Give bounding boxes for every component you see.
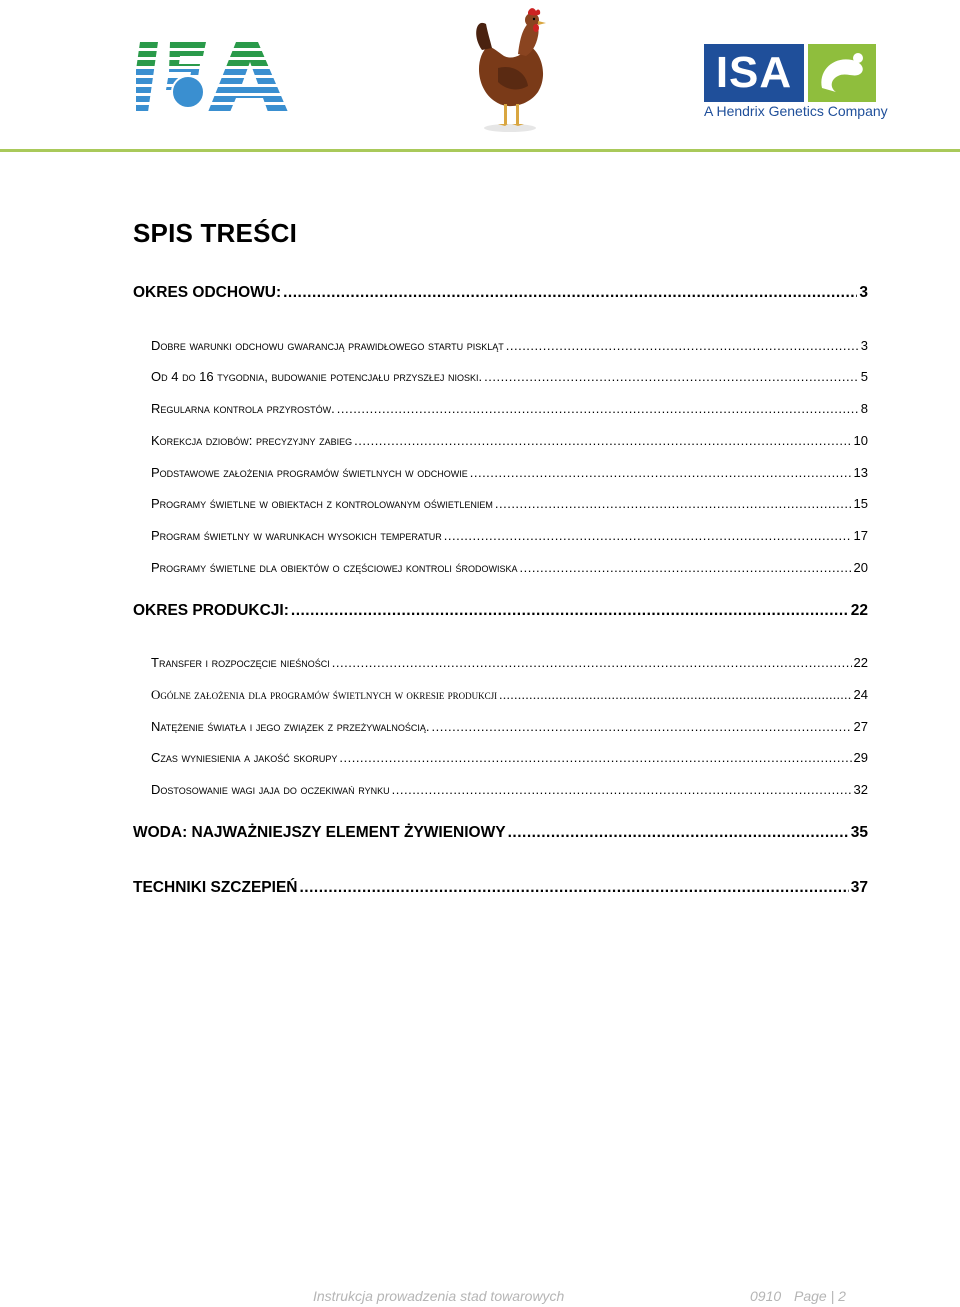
toc-leader bbox=[506, 338, 859, 353]
toc-entry[interactable] bbox=[151, 655, 868, 677]
toc-entry[interactable] bbox=[133, 879, 868, 901]
toc-entry-page: 27 bbox=[853, 719, 868, 734]
toc-entry-page: 35 bbox=[850, 824, 868, 841]
toc-entry-label: Regularna kontrola przyrostów. bbox=[151, 401, 335, 416]
toc-entry-label: Programy świetlne dla obiektów o częściowej kontroli środowiska bbox=[151, 560, 518, 575]
toc-entry-page: 8 bbox=[860, 401, 868, 416]
header-divider bbox=[0, 149, 960, 152]
toc-entry[interactable] bbox=[151, 369, 868, 391]
toc-leader bbox=[520, 560, 852, 575]
toc-entry-page: 10 bbox=[853, 433, 868, 448]
toc-entry-label: Czas wyniesienia a jakość skorupy bbox=[151, 750, 338, 765]
footer-code: 0910 bbox=[750, 1288, 782, 1304]
isa-striped-logo bbox=[136, 40, 304, 114]
page-header bbox=[0, 0, 960, 152]
page-title: SPIS TREŚCI bbox=[133, 218, 298, 248]
toc-entry[interactable] bbox=[151, 401, 868, 423]
toc-entry[interactable] bbox=[133, 824, 868, 846]
toc-entry-label: Od 4 do 16 tygodnia, budowanie potencjału przyszłej nioski. bbox=[151, 369, 483, 384]
toc-leader bbox=[508, 824, 849, 842]
toc-entry[interactable] bbox=[151, 719, 868, 741]
toc-entry-label: Transfer i rozpoczęcie nieśności bbox=[151, 655, 330, 670]
toc-entry-page: 37 bbox=[850, 879, 868, 896]
toc-leader bbox=[354, 433, 851, 448]
toc-entry-label: WODA: NAJWAŻNIEJSZY ELEMENT ŻYWIENIOWY bbox=[133, 824, 506, 841]
toc-entry[interactable] bbox=[151, 433, 868, 455]
toc-entry-label: Dobre warunki odchowu gwarancją prawidłowego startu piskląt bbox=[151, 338, 504, 353]
toc-entry[interactable] bbox=[151, 496, 868, 518]
hen-illustration bbox=[468, 6, 552, 134]
swirl-icon bbox=[808, 44, 876, 102]
toc-leader bbox=[332, 655, 852, 670]
toc-entry-page: 3 bbox=[859, 284, 868, 301]
toc-leader bbox=[432, 719, 852, 734]
toc-entry[interactable] bbox=[151, 750, 868, 772]
toc-entry-page: 5 bbox=[860, 369, 868, 384]
toc-entry-page: 22 bbox=[853, 655, 868, 670]
toc-entry-label: Programy świetlne w obiektach z kontrolowanym oświetleniem bbox=[151, 496, 493, 511]
toc-entry-page: 15 bbox=[853, 496, 868, 511]
toc-leader bbox=[444, 528, 852, 543]
toc-entry-page: 13 bbox=[853, 465, 868, 480]
toc-entry-label: Natężenie światła i jego związek z przeżywalnością. bbox=[151, 719, 430, 734]
toc-leader bbox=[392, 782, 852, 797]
toc-leader bbox=[495, 496, 852, 511]
toc-entry-label: OKRES ODCHOWU: bbox=[133, 284, 282, 301]
footer-doc-title: Instrukcja prowadzenia stad towarowych bbox=[313, 1288, 565, 1304]
toc-entry[interactable] bbox=[151, 687, 868, 709]
toc-entry-page: 32 bbox=[853, 782, 868, 797]
toc-entry-label: Dostosowanie wagi jaja do oczekiwań rynku bbox=[151, 782, 390, 797]
footer-page-number: Page | 2 bbox=[794, 1288, 846, 1304]
toc-entry-page: 3 bbox=[860, 338, 868, 353]
toc-entry-page: 17 bbox=[853, 528, 868, 543]
toc-entry-page: 20 bbox=[853, 560, 868, 575]
toc-leader bbox=[499, 687, 851, 703]
toc-entry-label: Program świetlny w warunkach wysokich temperatur bbox=[151, 528, 442, 543]
isa-hendrix-logo bbox=[704, 44, 888, 122]
toc-entry[interactable] bbox=[133, 284, 868, 306]
toc-entry[interactable] bbox=[151, 338, 868, 360]
toc-entry-label: Korekcja dziobów: precyzyjny zabieg bbox=[151, 433, 353, 448]
toc-leader bbox=[484, 369, 859, 384]
toc-entry-label: Podstawowe założenia programów świetlnych w odchowie bbox=[151, 465, 468, 480]
toc-leader bbox=[339, 750, 851, 765]
toc-entry-label: OKRES PRODUKCJI: bbox=[133, 602, 289, 619]
company-tagline: A Hendrix Genetics Company bbox=[704, 103, 888, 119]
toc-entry-page: 22 bbox=[850, 602, 868, 619]
toc-entry-label: TECHNIKI SZCZEPIEŃ bbox=[133, 879, 298, 896]
isa-wordmark: ISA bbox=[704, 44, 804, 102]
toc-leader bbox=[299, 879, 848, 897]
toc-entry-page: 29 bbox=[853, 750, 868, 765]
toc-entry[interactable] bbox=[151, 528, 868, 550]
toc-entry-label: Ogólne założenia dla programów świetlnych w okresie produkcji bbox=[151, 687, 498, 702]
isa-emblem bbox=[808, 44, 876, 102]
toc-leader bbox=[291, 602, 849, 620]
toc-leader bbox=[337, 401, 859, 416]
toc-entry[interactable] bbox=[151, 465, 868, 487]
toc-entry[interactable] bbox=[133, 602, 868, 624]
toc-entry[interactable] bbox=[151, 782, 868, 804]
toc-leader bbox=[470, 465, 852, 480]
toc-entry[interactable] bbox=[151, 560, 868, 582]
toc-leader bbox=[283, 284, 857, 302]
toc-entry-page: 24 bbox=[853, 687, 868, 702]
